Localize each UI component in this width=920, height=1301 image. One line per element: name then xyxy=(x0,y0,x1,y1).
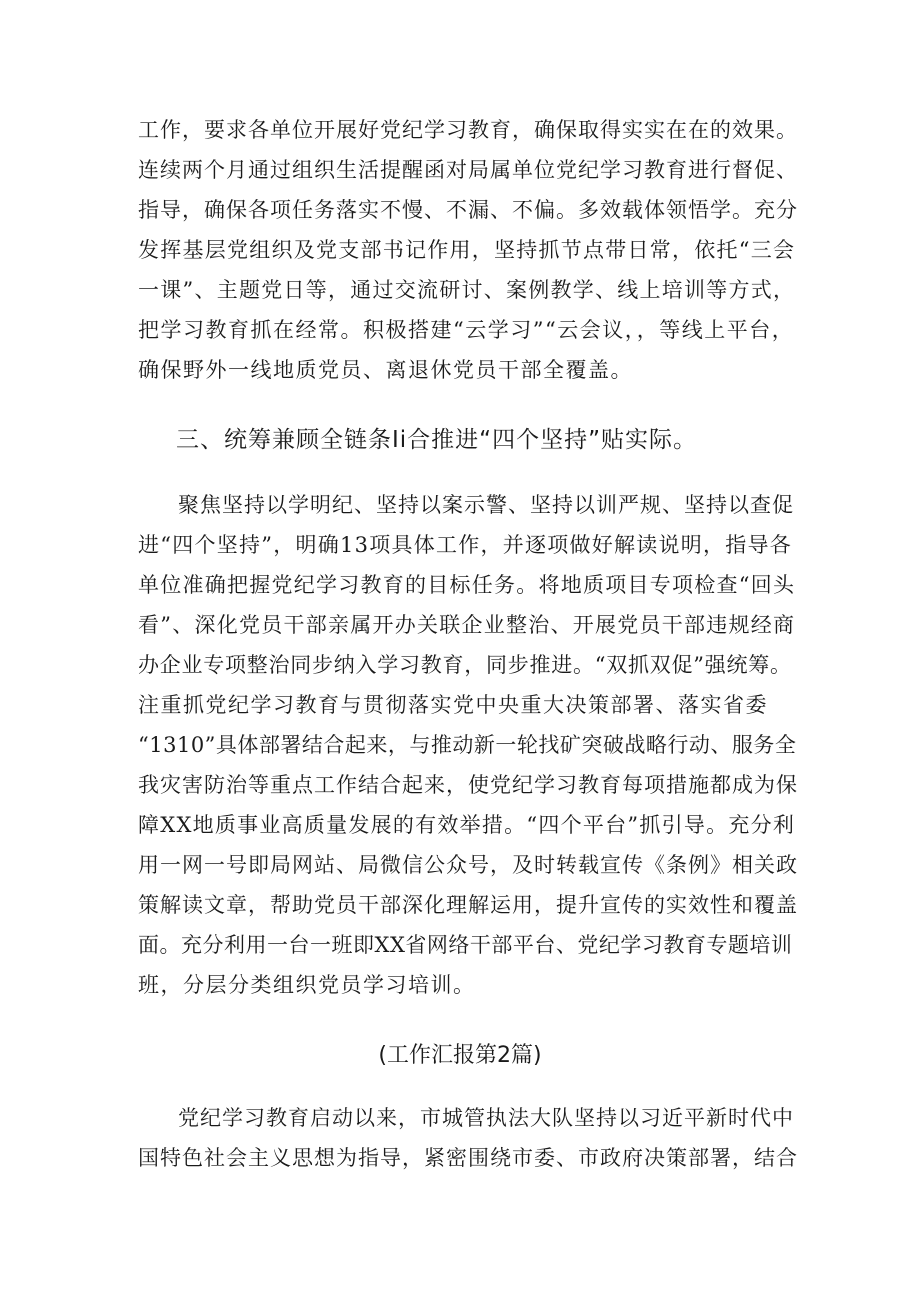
paragraph-line: 看”、深化党员干部亲属开办关联企业整治、开展党员干部违规经商 xyxy=(138,613,796,637)
paragraph-line: 国特色社会主义思想为指导，紧密围绕市委、市政府决策部署，结合 xyxy=(138,1146,798,1170)
paragraph-line: 确保野外一线地质党员、离退休党员干部全覆盖。 xyxy=(138,358,633,382)
paragraph-line: 办企业专项整治同步纳入学习教育，同步推进。“双抓双促”强统筹。 xyxy=(138,653,792,677)
paragraph-line: 工作，要求各单位开展好党纪学习教育，确保取得实实在在的效果。 xyxy=(138,118,798,142)
paragraph-line: 我灾害防治等重点工作结合起来，使党纪学习教育每项措施都成为保 xyxy=(138,773,798,797)
paragraph-line: 注重抓党纪学习教育与贯彻落实党中央重大决策部署、落实省委 xyxy=(138,693,768,717)
paragraph-line: 把学习教育抓在经常。积极搭建“云学习”“云会议，，等线上平台， xyxy=(138,318,795,342)
paragraph-line: 进“四个坚持”，明确13项具体工作，并逐项做好解读说明，指导各 xyxy=(138,533,792,557)
paragraph-line-indent: 聚焦坚持以学明纪、坚持以案示警、坚持以训严规、坚持以查促 xyxy=(178,493,794,517)
paragraph-line-indent: 党纪学习教育启动以来，市城管执法大队坚持以习近平新时代中 xyxy=(178,1106,794,1130)
paragraph-line: 发挥基层党组织及党支部书记作用，坚持抓节点带日常，依托“三会 xyxy=(138,238,796,262)
section-heading: 三、统筹兼顾全链条Ii合推进“四个坚持”贴实际。 xyxy=(176,427,698,453)
paragraph-line: 班，分层分类组织党员学习培训。 xyxy=(138,973,476,997)
paragraph-line: 障XX地质事业高质量发展的有效举措。“四个平台”抓引导。充分利 xyxy=(138,813,796,837)
paragraph-line: 面。充分利用一台一班即XX省网络干部平台、党纪学习教育专题培训 xyxy=(138,933,793,957)
paragraph-line: 一课”、主题党日等，通过交流研讨、案例教学、线上培训等方式， xyxy=(138,278,796,302)
paragraph-line: 用一网一号即局网站、局微信公众号，及时转载宣传《条例》相关政 xyxy=(138,853,798,877)
paragraph-line: 指导，确保各项任务落实不慢、不漏、不偏。多效载体领悟学。充分 xyxy=(138,198,798,222)
part-title: (工作汇报第2篇) xyxy=(378,1043,542,1068)
paragraph-line: 单位准确把握党纪学习教育的目标任务。将地质项目专项检查“回头 xyxy=(138,573,796,597)
paragraph-line: 策解读文章，帮助党员干部深化理解运用，提升宣传的实效性和覆盖 xyxy=(138,893,798,917)
paragraph-line: 连续两个月通过组织生活提醒函对局属单位党纪学习教育进行督促、 xyxy=(138,158,798,182)
paragraph-line: “1310”具体部署结合起来，与推动新一轮找矿突破战略行动、服务全 xyxy=(138,733,797,757)
